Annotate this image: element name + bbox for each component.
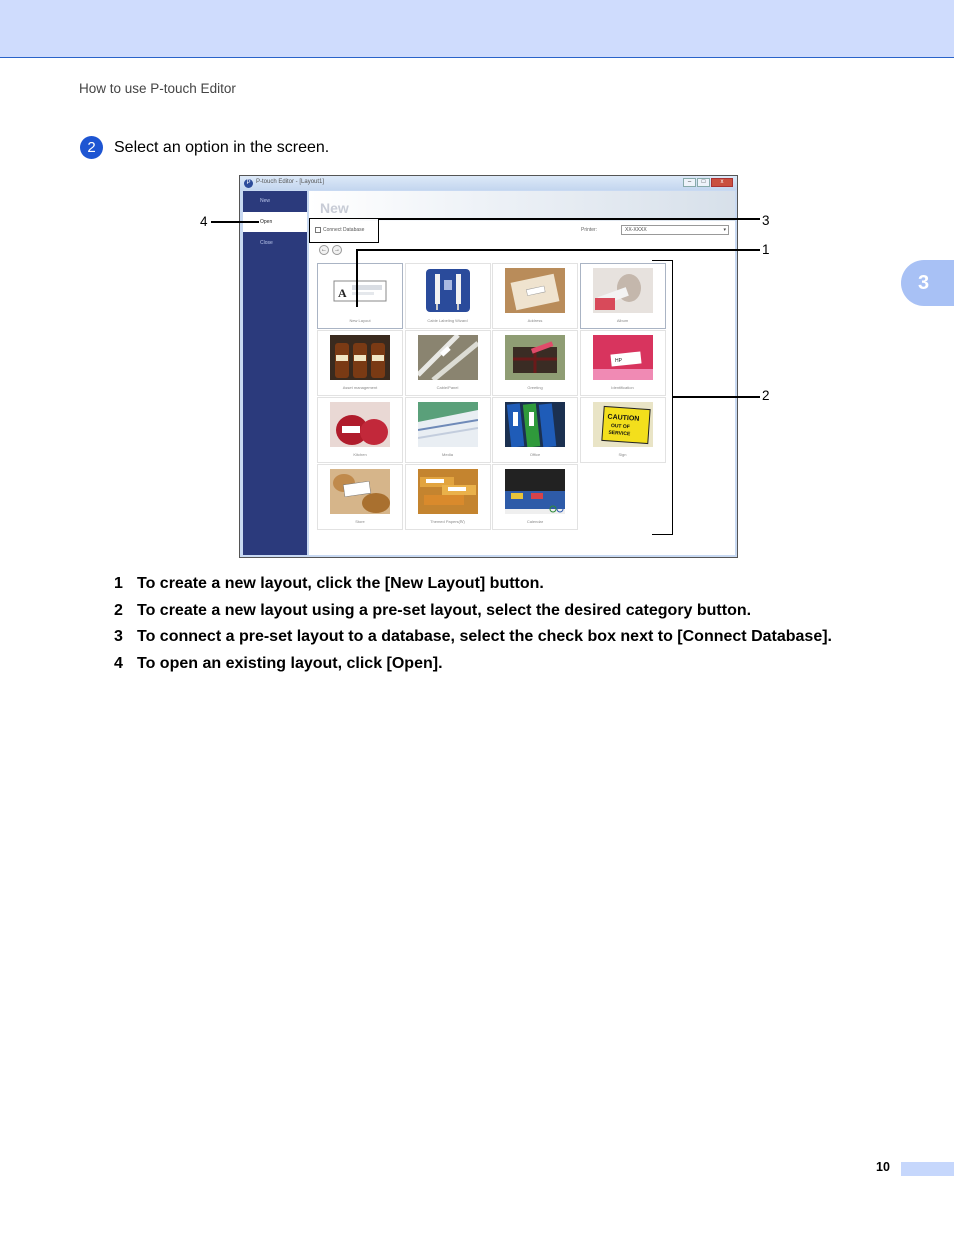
new-heading: New [320, 200, 349, 216]
greeting-thumbnail-icon [505, 335, 565, 380]
list-item: 3 To connect a pre-set layout to a database, select the check box next to [Connect Database]. [114, 628, 832, 646]
tile-album[interactable]: Album [580, 263, 666, 329]
step-instruction [80, 136, 329, 159]
sidebar-item-close[interactable]: Close [260, 240, 273, 246]
tile-cable-labeling-wizard[interactable]: Cable Labeling Wizard [405, 263, 491, 329]
callout-explanations [114, 575, 832, 682]
identification-thumbnail-icon [593, 335, 653, 380]
screenshot-sidebar [243, 191, 307, 555]
app-logo-icon: P [244, 179, 253, 188]
connect-database-label: Connect Database [323, 227, 365, 233]
sign-thumbnail-icon [593, 402, 653, 447]
maximize-button[interactable]: □ [697, 178, 710, 187]
sidebar-item-open[interactable]: Open [243, 212, 307, 232]
callout-number-2: 2 [762, 388, 770, 403]
printer-label: Printer: [581, 227, 598, 233]
list-item: 4 To open an existing layout, click [Open]. [114, 655, 443, 673]
tile-cable-panel[interactable]: Cable/Panel [405, 330, 491, 396]
list-item: 2 To create a new layout using a pre-set layout, select the desired category button. [114, 601, 752, 619]
tile-office[interactable]: Office [492, 397, 578, 463]
tile-kitchen[interactable]: Kitchen [317, 397, 403, 463]
callout-number-1: 1 [762, 242, 770, 257]
list-item: 1 To create a new layout, click the [New Layout] button. [114, 575, 544, 592]
svg-text:HP: HP [614, 358, 622, 364]
tile-sign[interactable]: CAUTION OUT OF SERVICE Sign [580, 397, 666, 463]
close-button[interactable]: x [711, 178, 733, 187]
svg-text:A: A [338, 286, 347, 300]
callout-line-3 [379, 218, 760, 220]
step-number-badge: 2 [80, 136, 103, 159]
tile-themed-papers[interactable]: Themed Papers(Ⅳ) [405, 464, 491, 530]
new-layout-icon [330, 268, 390, 313]
chapter-tab: 3 [901, 260, 954, 306]
window-title-bar [240, 176, 737, 190]
category-bracket [652, 260, 673, 535]
back-arrow-icon[interactable]: ← [321, 247, 327, 253]
asset-thumbnail-icon [330, 335, 390, 380]
running-header: How to use P-touch Editor [79, 81, 236, 96]
nav-buttons [319, 245, 345, 255]
printer-select[interactable] [621, 225, 729, 235]
callout-line-1 [357, 249, 760, 251]
forward-arrow-icon[interactable]: → [334, 247, 340, 253]
callout-line-2 [673, 396, 760, 398]
page-number: 10 [876, 1160, 890, 1174]
calendar-thumbnail-icon [505, 469, 565, 514]
new-header-banner [309, 191, 735, 221]
callout-number-4: 4 [200, 214, 208, 229]
callout-line-4 [211, 221, 259, 223]
store-thumbnail-icon [330, 469, 390, 514]
tile-store[interactable]: Store [317, 464, 403, 530]
media-thumbnail-icon [418, 402, 478, 447]
callout-number-3: 3 [762, 213, 770, 228]
tile-asset-management[interactable]: Asset management [317, 330, 403, 396]
page-number-band [901, 1162, 954, 1176]
sidebar-item-new[interactable]: New [260, 198, 271, 204]
top-header-band [0, 0, 954, 58]
printer-value: XX-XXXX [625, 227, 647, 233]
category-tiles [317, 263, 666, 530]
address-thumbnail-icon [505, 268, 565, 313]
svg-text:SERVICE: SERVICE [607, 429, 630, 438]
tile-greeting[interactable]: Greeting [492, 330, 578, 396]
themed-papers-thumbnail-icon [418, 469, 478, 514]
tile-new-layout[interactable]: A New Layout [317, 263, 403, 329]
cable-panel-thumbnail-icon [418, 335, 478, 380]
tile-calendar[interactable]: Calendar [492, 464, 578, 530]
window-title: P-touch Editor - [Layout1] [256, 179, 325, 185]
album-thumbnail-icon [593, 268, 653, 313]
tile-media[interactable]: Media [405, 397, 491, 463]
svg-text:CAUTION: CAUTION [606, 413, 640, 423]
kitchen-thumbnail-icon [330, 402, 390, 447]
office-thumbnail-icon [505, 402, 565, 447]
connect-database-callout-box [309, 218, 379, 243]
svg-text:OUT OF: OUT OF [610, 422, 630, 431]
chevron-down-icon: ▾ [723, 227, 726, 233]
tile-address[interactable]: Address [492, 263, 578, 329]
step-text: Select an option in the screen. [114, 138, 330, 156]
callout-line-1-vertical [356, 249, 358, 307]
cable-wizard-icon [418, 268, 478, 313]
window-controls [682, 178, 733, 187]
minimize-button[interactable]: – [683, 178, 696, 187]
tile-identification[interactable]: HP Identification [580, 330, 666, 396]
